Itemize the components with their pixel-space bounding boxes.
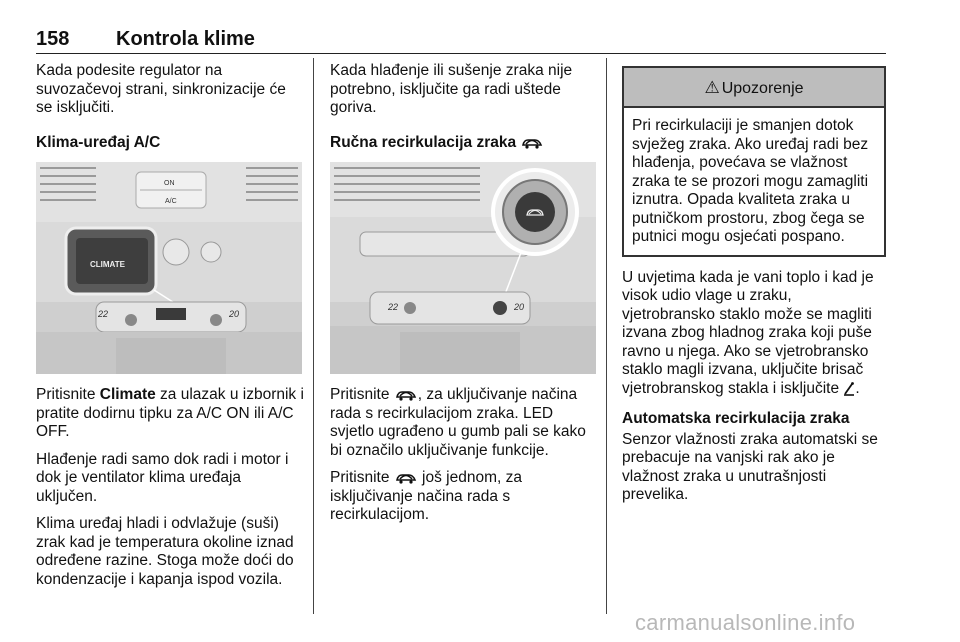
page-number: 158 [36,28,70,50]
figure-temp-right: 20 [514,302,525,312]
car-recirculation-icon [394,471,418,485]
watermark: carmanualsonline.info [635,610,856,635]
page-header [36,26,886,54]
condensation-paragraph: Klima uređaj hladi i odvlažuje (suši) zrak kad je temperatura okoline iznad određene razine. Stoga može doći do kondenzacije i kapanja ispod vozila. [36,515,294,588]
figure-label-climate: CLIMATE [90,260,125,269]
column-2 [330,62,596,534]
car-recirculation-icon [520,136,544,150]
figure-temp-left: 22 [98,309,109,319]
climate-paragraph: Pritisnite Climate za ulazak u izbornik i pratite dodirnu tipku za A/C ON ili A/C OFF. [36,386,304,440]
climate-panel-image [36,162,302,374]
cooling-paragraph: Hlađenje radi samo dok radi i motor i dok je ventilator klima uređaja uključen. [36,450,289,505]
section-heading-ac: Klima-uređaj A/C [36,133,161,151]
car-recirculation-icon [394,388,418,402]
recirculation-button-image [330,162,596,374]
section-heading-auto-recirculation: Automatska recirkulacija zraka [622,410,850,427]
wiper-icon [843,381,855,396]
column-1 [36,62,304,598]
recirculation-on-paragraph: Pritisnite , za uključivanje načina rada s recirkulacijom zraka. LED svjetlo ugrađeno u gumb pali se kako bi označilo uključivanje funkcije. [330,386,586,459]
section-heading-recirculation: Ručna recirkulacija zraka [330,134,596,153]
figure-label-on: ON [164,180,175,187]
column-divider [606,58,607,614]
warning-header [624,68,884,108]
column-divider [313,58,314,614]
climate-bold-label: Climate [99,386,156,403]
warning-triangle-icon: ⚠ [704,78,720,97]
warning-box [622,66,886,257]
page-title: Kontrola klime [116,28,255,50]
warning-text: Pri recirkulaciji je smanjen dotok svježeg zraka. Ako uređaj radi bez hlađenja, povećava se vlažnost zraka te se prozori mogu zamagliti iznutra. Opada kvaliteta zraka u putničkom prostoru, zbog čega se putnici mogu osjećati pospano. [632,117,869,245]
figure-temp-left: 22 [388,302,399,312]
fog-paragraph: U uvjetima kada je vani toplo i kad je visok udio vlage u zraku, vjetrobransko staklo može se magliti izvana zbog hladnog zraka koji puše ravno u njega. Ako se vjetrobransko staklo magli izvana, uključite brisač vjetrobranskog stakla i isključite . [622,268,874,397]
figure-temp-right: 20 [229,309,240,319]
intro-paragraph: Kada podesite regulator na suvozačevoj strani, sinkronizacije će se isključiti. [36,62,286,116]
recirculation-off-paragraph: Pritisnite još jednom, za isključivanje načina rada s recirkulacijom. [330,469,522,523]
fuel-saving-paragraph: Kada hlađenje ili sušenje zraka nije potrebno, isključite ga radi uštede goriva. [330,62,573,116]
column-3 [622,66,888,514]
figure-label-ac: A/C [165,198,177,205]
warning-title: Upozorenje [721,80,804,97]
auto-recirculation-paragraph: Senzor vlažnosti zraka automatski se prebacuje na vanjski rak ako je vlažnost zraka u unutrašnjosti prevelika. [622,430,878,503]
